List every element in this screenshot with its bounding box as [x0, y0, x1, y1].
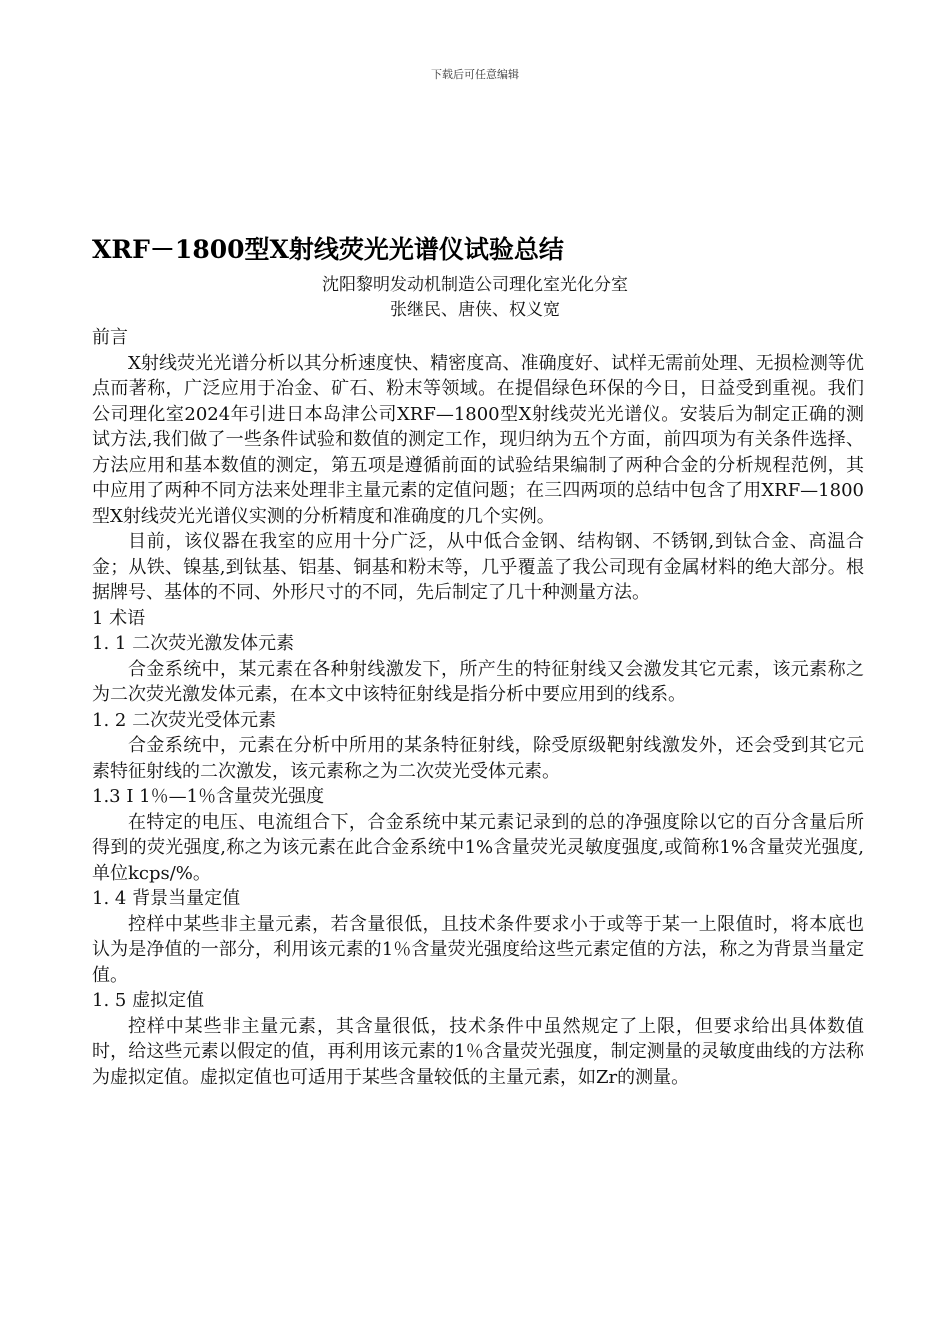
term-1-2-definition: 合金系统中，元素在分析中所用的某条特征射线，除受原级靶射线激发外，还会受到其它元素特征射线的二次激发，该元素称之为二次荧光受体元素。: [92, 735, 864, 782]
term-1-3-definition: 在特定的电压、电流组合下，合金系统中某元素记录到的总的净强度除以它的百分含量后所得到的荧光强度,称之为该元素在此合金系统中1%含量荧光灵敏度强度,或简称1%含量荧光强度,单位kcps/%。: [92, 811, 864, 884]
document-title: XRF－1800型X射线荧光光谱仪试验总结: [92, 235, 564, 264]
term-1-1-definition: 合金系统中，某元素在各种射线激发下，所产生的特征射线又会激发其它元素，该元素称之为二次荧光激发体元素，在本文中该特征射线是指分析中要应用到的线系。: [92, 658, 864, 705]
author-block: [0, 273, 950, 323]
term-1-1-heading: 1. 1 二次荧光激发体元素: [92, 633, 295, 654]
term-1-4-definition: 控样中某些非主量元素，若含量很低，且技术条件要求小于或等于某一上限值时，将本底也认为是净值的一部分，利用该元素的1％含量荧光强度给这些元素定值的方法，称之为背景当量定值。: [92, 913, 864, 986]
page-header-note: 下载后可任意编辑: [431, 68, 519, 81]
affiliation: 沈阳黎明发动机制造公司理化室光化分室: [322, 275, 628, 295]
authors: 张继民、唐侠、权义宽: [390, 300, 560, 320]
document-body: [92, 325, 864, 1090]
term-1-5-heading: 1. 5 虚拟定值: [92, 990, 205, 1011]
term-1-4-heading: 1. 4 背景当量定值: [92, 888, 241, 909]
term-1-2-heading: 1. 2 二次荧光受体元素: [92, 709, 277, 731]
term-1-5-definition: 控样中某些非主量元素，其含量很低，技术条件中虽然规定了上限，但要求给出具体数值时，给这些元素以假定的值，再利用该元素的1％含量荧光强度，制定测量的灵敏度曲线的方法称为虚拟定值。虚拟定值也可适用于某些含量较低的主量元素，如Zr的测量。: [92, 1015, 864, 1088]
preface-paragraph-2: 目前，该仪器在我室的应用十分广泛，从中低合金钢、结构钢、不锈钢,到钛合金、高温合金；从铁、镍基,到钛基、铝基、铜基和粉末等，几乎覆盖了我公司现有金属材料的绝大部分。根据牌号、基体的不同、外形尺寸的不同，先后制定了几十种测量方法。: [92, 531, 864, 603]
section-1-heading: 1 术语: [92, 607, 146, 629]
term-1-3-heading: 1.3 I 1％—1％含量荧光强度: [92, 786, 325, 807]
preface-paragraph-1: X射线荧光光谱分析以其分析速度快、精密度高、准确度好、试样无需前处理、无损检测等优点而著称，广泛应用于冶金、矿石、粉末等领域。在提倡绿色环保的今日，日益受到重视。我们公司理化室2024年引进日本岛津公司XRF—1800型X射线荧光光谱仪。安装后为制定正确的测试方法,我们做了一些条件试验和数值的测定工作，现归纳为五个方面，前四项为有关条件选择、方法应用和基本数值的测定，第五项是遵循前面的试验结果编制了两种合金的分析规程范例，其中应用了两种不同方法来处理非主量元素的定值问题；在三四两项的总结中包含了用XRF—1800型X射线荧光光谱仪实测的分析精度和准确度的几个实例。: [92, 352, 864, 527]
preface-heading: 前言: [92, 327, 128, 348]
